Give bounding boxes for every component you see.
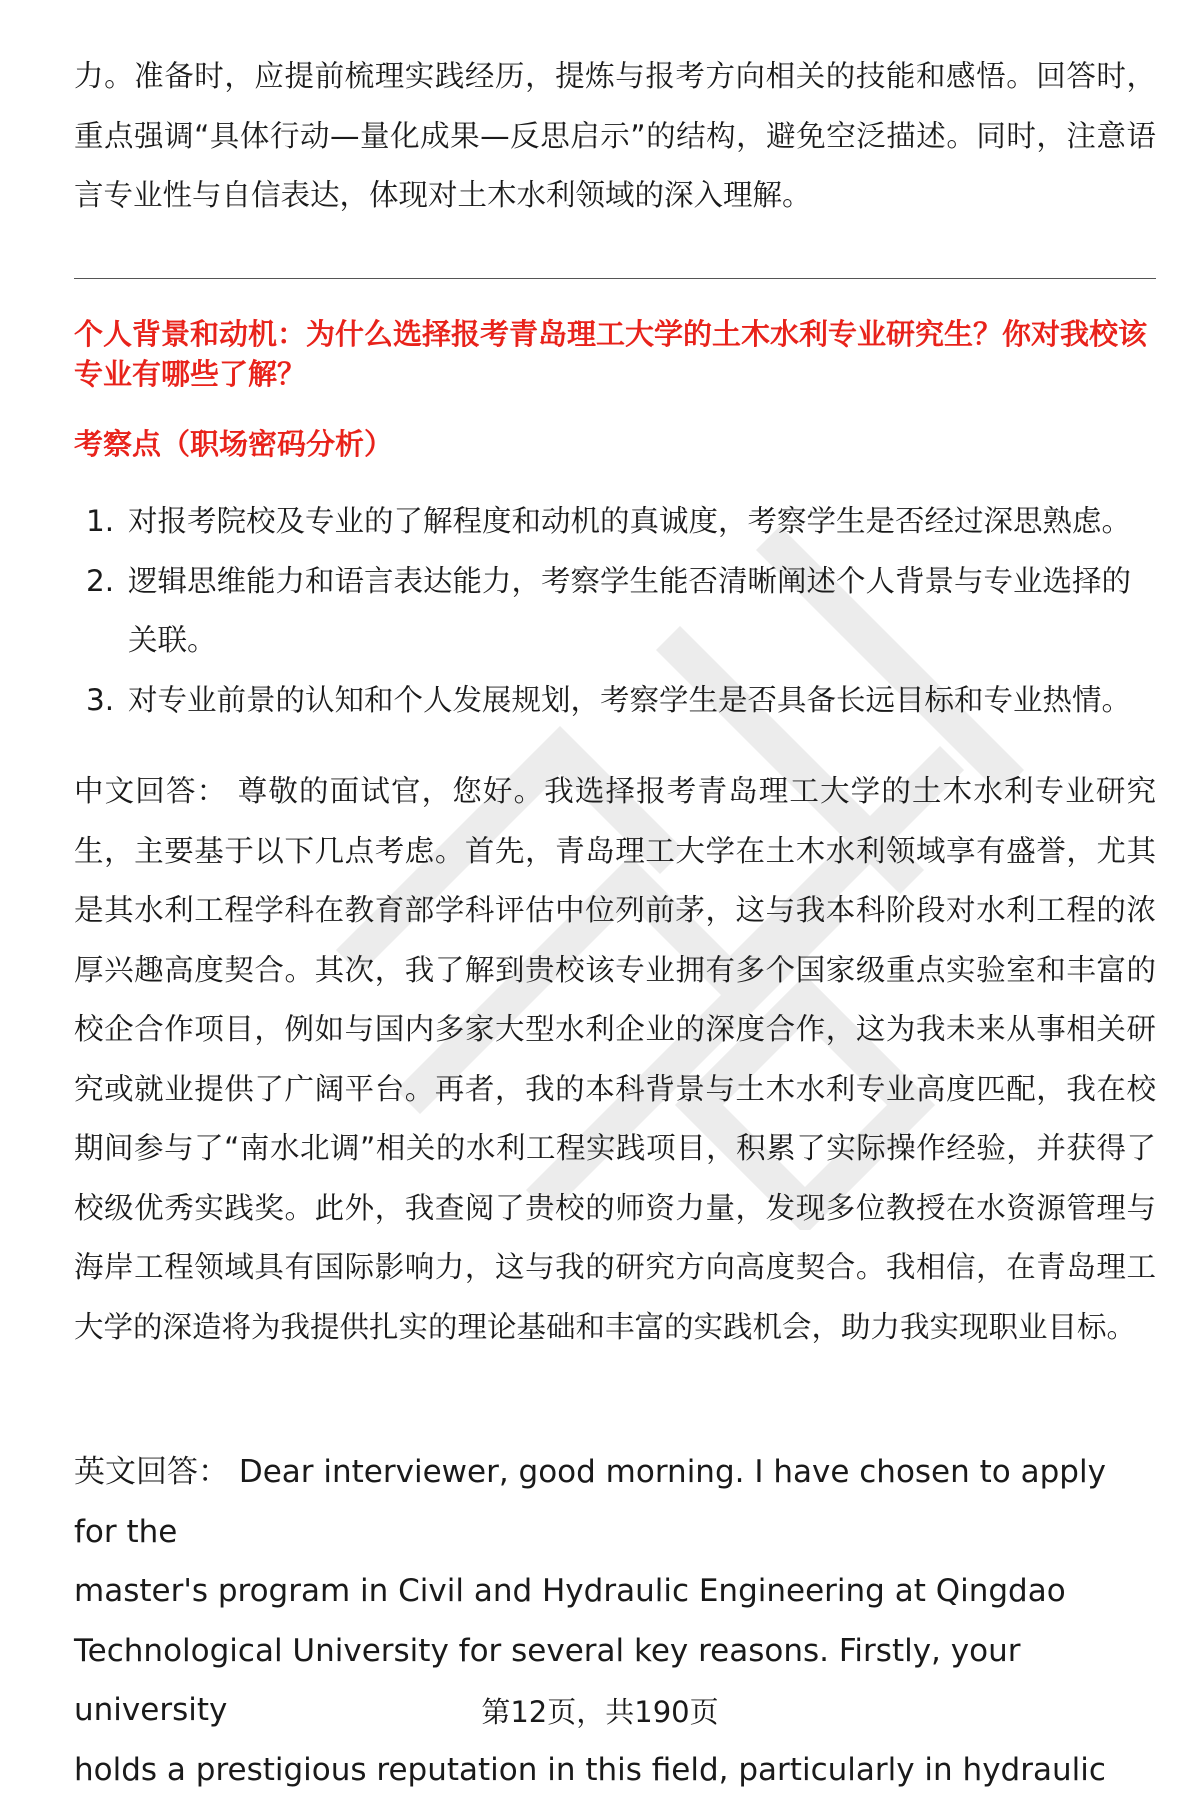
question-heading: 个人背景和动机：为什么选择报考青岛理工大学的土木水利专业研究生？你对我校该专业有哪些了解？ [74,314,1156,394]
exam-points-title: 考察点（职场密码分析） [74,424,1156,464]
list-item-text: 对报考院校及专业的了解程度和动机的真诚度，考察学生是否经过深思熟虑。 [128,504,1131,538]
list-item-text: 逻辑思维能力和语言表达能力，考察学生能否清晰阐述个人背景与专业选择的关联。 [128,564,1131,658]
english-answer [74,1443,1156,1800]
exam-points-list [74,492,1156,730]
list-item [74,492,1156,552]
list-item-number: 3. [86,671,114,731]
english-answer-line: Technological University for several key reasons. Firstly, your university [74,1622,1156,1741]
page-footer: 第12页，共190页 [0,1692,1200,1732]
english-answer-line: 英文回答： Dear interviewer, good morning. I have chosen to apply for the [74,1443,1156,1562]
list-item-number: 2. [86,552,114,612]
list-item [74,552,1156,671]
list-item-number: 1. [86,492,114,552]
section-divider [74,278,1156,279]
chinese-answer: 中文回答： 尊敬的面试官，您好。我选择报考青岛理工大学的土木水利专业研究生，主要基于以下几点考虑。首先，青岛理工大学在土木水利领域享有盛誉，尤其是其水利工程学科在教育部学科评估中位列前茅，这与我本科阶段对水利工程的浓厚兴趣高度契合。其次，我了解到贵校该专业拥有多个国家级重点实验室和丰富的校企合作项目，例如与国内多家大型水利企业的深度合作，这为我未来从事相关研究或就业提供了广阔平台。再者，我的本科背景与土木水利专业高度匹配，我在校期间参与了“南水北调”相关的水利工程实践项目，积累了实际操作经验，并获得了校级优秀实践奖。此外，我查阅了贵校的师资力量，发现多位教授在水资源管理与海岸工程领域具有国际影响力，这与我的研究方向高度契合。我相信，在青岛理工大学的深造将为我提供扎实的理论基础和丰富的实践机会，助力我实现职业目标。 [74,762,1156,1357]
list-item [74,671,1156,731]
english-answer-line: holds a prestigious reputation in this field, particularly in hydraulic [74,1741,1156,1800]
english-answer-line: master's program in Civil and Hydraulic Engineering at Qingdao [74,1562,1156,1622]
intro-paragraph: 力。准备时，应提前梳理实践经历，提炼与报考方向相关的技能和感悟。回答时，重点强调“具体行动—量化成果—反思启示”的结构，避免空泛描述。同时，注意语言专业性与自信表达，体现对土木水利领域的深入理解。 [74,47,1156,226]
list-item-text: 对专业前景的认知和个人发展规划，考察学生是否具备长远目标和专业热情。 [128,683,1131,717]
